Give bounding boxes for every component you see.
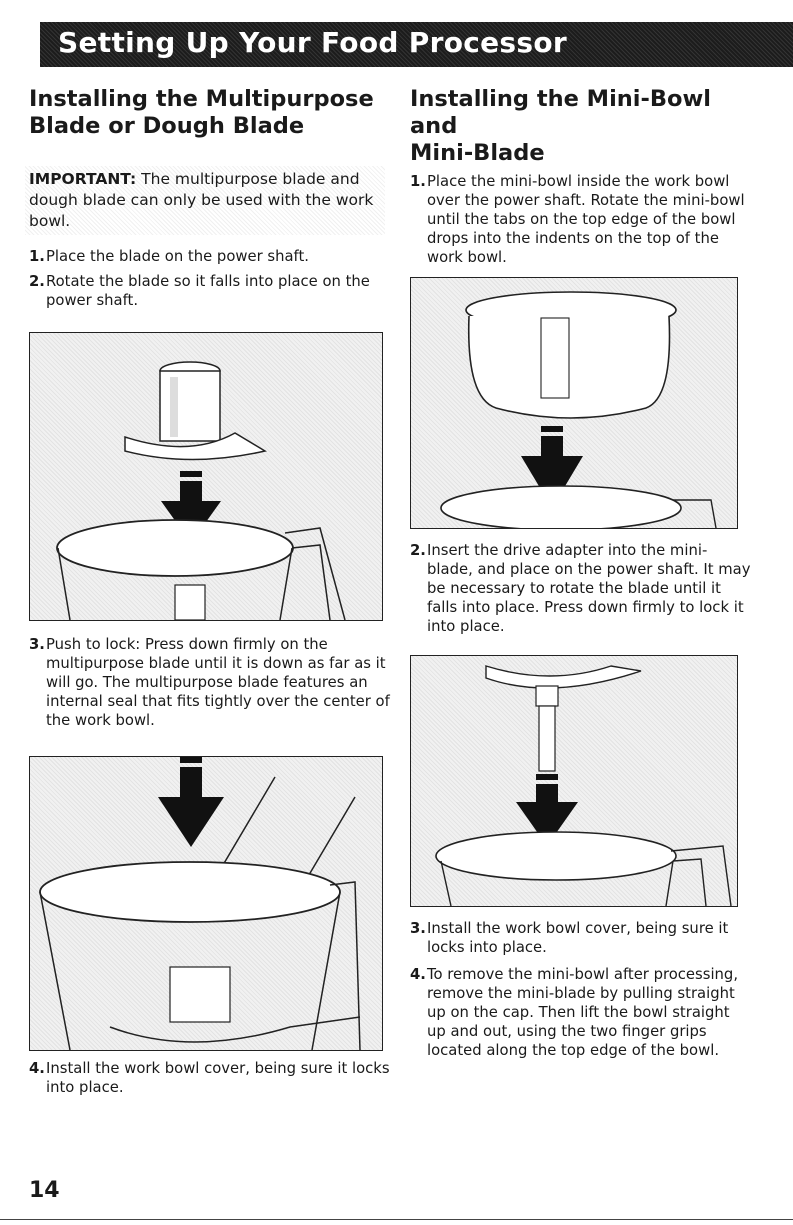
- step-number: 2.: [410, 542, 426, 559]
- left-heading-line2: Blade or Dough Blade: [29, 113, 305, 139]
- left-step-3: [29, 635, 391, 730]
- step-text: Rotate the blade so it falls into place on the power shaft.: [46, 273, 370, 309]
- step-text: Insert the drive adapter into the mini-blade, and place on the power shaft. It may be necessary to rotate the blade until it falls into place. Press down firmly to lock it into place.: [427, 542, 751, 635]
- left-column: [29, 86, 391, 1097]
- step-number: 3.: [410, 920, 426, 937]
- step-text: To remove the mini-bowl after processing, remove the mini-blade by pulling straight up on the cap. Then lift the bowl straight up and out, using the two finger grips located along the top edge of the bowl.: [427, 966, 739, 1059]
- push-to-lock-illustration: [30, 757, 382, 1050]
- left-heading-line1: Installing the Multipurpose: [29, 86, 374, 112]
- figure-mini-blade: [410, 655, 738, 907]
- right-step-3: [410, 919, 753, 957]
- figure-push-to-lock: [29, 756, 383, 1051]
- important-note: [25, 166, 385, 235]
- step-number: 1.: [410, 173, 426, 190]
- right-step-1: [410, 172, 753, 267]
- important-label: IMPORTANT:: [29, 170, 137, 188]
- step-number: 3.: [29, 636, 45, 653]
- right-heading-line2: Mini-Blade: [410, 140, 545, 166]
- step-text: Place the blade on the power shaft.: [46, 248, 309, 265]
- step-text: Install the work bowl cover, being sure it locks into place.: [46, 1060, 390, 1096]
- blade-on-shaft-illustration: [30, 333, 382, 620]
- figure-blade-on-shaft: [29, 332, 383, 621]
- page-number: 14: [29, 1178, 60, 1203]
- footer-divider: [0, 1219, 793, 1220]
- left-step-1: [29, 247, 391, 266]
- important-text: The multipurpose blade and dough blade can only be used with the work bowl.: [29, 170, 374, 230]
- figure-mini-bowl: [410, 277, 738, 529]
- step-text: Place the mini-bowl inside the work bowl over the power shaft. Rotate the mini-bowl until the tabs on the top edge of the bowl drops into the indents on the top of the work bowl.: [427, 173, 745, 266]
- step-number: 4.: [410, 966, 426, 983]
- step-number: 2.: [29, 273, 45, 290]
- right-column: [410, 86, 753, 1060]
- left-step-2: [29, 272, 391, 310]
- step-text: Install the work bowl cover, being sure it locks into place.: [427, 920, 729, 956]
- step-text: Push to lock: Press down firmly on the multipurpose blade until it is down as far as it will go. The multipurpose blade features an internal seal that fits tightly over the center of the work bowl.: [46, 636, 390, 729]
- page-banner: [40, 22, 793, 67]
- right-step-4: [410, 965, 753, 1060]
- right-heading: [410, 86, 753, 167]
- left-step-4: [29, 1059, 391, 1097]
- step-number: 1.: [29, 248, 45, 265]
- right-heading-line1: Installing the Mini-Bowl and: [410, 86, 711, 139]
- right-step-2: [410, 541, 753, 636]
- mini-blade-illustration: [411, 656, 737, 906]
- banner-title: Setting Up Your Food Processor: [58, 26, 567, 59]
- step-number: 4.: [29, 1060, 45, 1077]
- mini-bowl-illustration: [411, 278, 737, 528]
- left-heading: [29, 86, 391, 140]
